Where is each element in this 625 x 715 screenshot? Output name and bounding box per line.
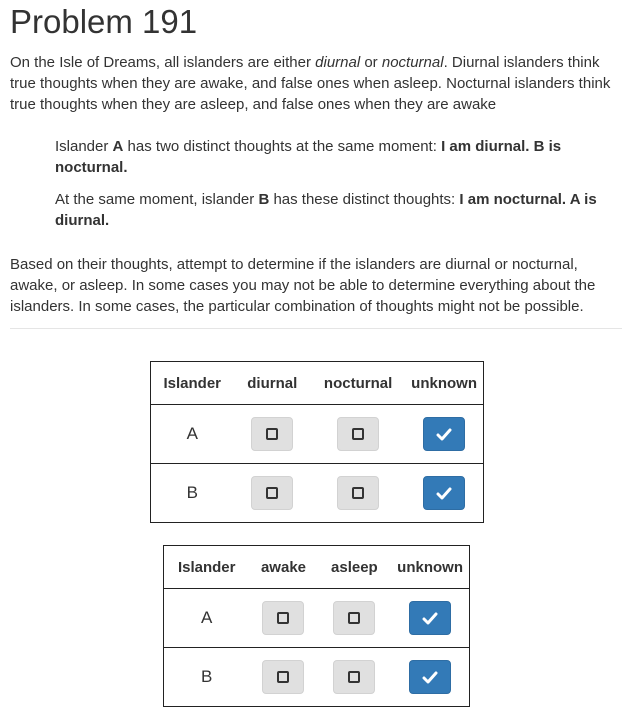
square-icon — [266, 428, 278, 440]
thought-b-claims: I am nocturnal. A is diurnal. — [55, 191, 597, 229]
intro-term-diurnal: diurnal — [315, 54, 361, 71]
square-icon — [277, 671, 289, 683]
thought-a — [55, 136, 615, 178]
state-cell-awake — [249, 648, 317, 707]
square-icon — [266, 487, 278, 499]
state-unknown-button-a[interactable] — [409, 601, 451, 635]
intro-text-1: On the Isle of Dreams, all islanders are either — [10, 54, 316, 71]
check-icon — [422, 612, 438, 625]
state-awake-button-a[interactable] — [262, 601, 304, 635]
state-header-asleep: asleep — [318, 546, 392, 589]
state-cell-asleep — [318, 589, 392, 648]
type-cell-nocturnal — [311, 405, 405, 464]
thought-b — [55, 189, 615, 231]
islander-label: A — [164, 589, 250, 648]
state-asleep-button-a[interactable] — [333, 601, 375, 635]
type-cell-unknown — [405, 464, 483, 523]
state-unknown-button-b[interactable] — [409, 660, 451, 694]
type-nocturnal-button-a[interactable] — [337, 417, 379, 451]
type-diurnal-button-a[interactable] — [251, 417, 293, 451]
thought-a-claims: I am diurnal. B is nocturnal. — [55, 138, 562, 176]
square-icon — [348, 612, 360, 624]
state-cell-unknown — [391, 589, 469, 648]
type-header-nocturnal: nocturnal — [311, 362, 405, 405]
intro-text-3: . Diurnal islanders think true thoughts when they are awake, and false ones when asleep. Nocturnal islanders think true thoughts when they are asleep, and false ones when they are awake — [10, 54, 611, 113]
check-icon — [436, 428, 452, 441]
thought-a-mid: has two distinct thoughts at the same moment: — [123, 138, 442, 155]
type-unknown-button-b[interactable] — [423, 476, 465, 510]
type-row-b — [151, 464, 484, 523]
type-header-diurnal: diurnal — [234, 362, 311, 405]
square-icon — [352, 428, 364, 440]
state-cell-awake — [249, 589, 317, 648]
page-title: Problem 191 — [10, 3, 198, 40]
square-icon — [352, 487, 364, 499]
state-cell-unknown — [391, 648, 469, 707]
state-cell-asleep — [318, 648, 392, 707]
check-icon — [422, 671, 438, 684]
intro-paragraph — [10, 52, 615, 115]
intro-term-nocturnal: nocturnal — [381, 54, 444, 71]
check-icon — [436, 487, 452, 500]
state-awake-button-b[interactable] — [262, 660, 304, 694]
type-header-islander: Islander — [151, 362, 234, 405]
state-header-awake: awake — [249, 546, 317, 589]
state-row-b — [164, 648, 470, 707]
instructions-paragraph: Based on their thoughts, attempt to determine if the islanders are diurnal or nocturnal, awake, or asleep. In some cases you may not be able to determine everything about the islanders. In some cases, the particular combination of thoughts might not be possible. — [10, 256, 596, 315]
type-unknown-button-a[interactable] — [423, 417, 465, 451]
intro-text-2: or — [360, 54, 382, 71]
thought-a-pre: Islander — [55, 138, 113, 155]
divider — [10, 328, 622, 329]
type-cell-unknown — [405, 405, 483, 464]
state-asleep-button-b[interactable] — [333, 660, 375, 694]
state-header-islander: Islander — [164, 546, 250, 589]
type-diurnal-button-b[interactable] — [251, 476, 293, 510]
thought-b-pre: At the same moment, islander — [55, 191, 259, 208]
type-cell-diurnal — [234, 464, 311, 523]
state-header-unknown: unknown — [391, 546, 469, 589]
islander-label: B — [151, 464, 234, 523]
square-icon — [348, 671, 360, 683]
islander-label: A — [151, 405, 234, 464]
type-cell-nocturnal — [311, 464, 405, 523]
thought-a-name: A — [112, 138, 124, 155]
thought-b-mid: has these distinct thoughts: — [269, 191, 460, 208]
thought-b-name: B — [258, 191, 270, 208]
type-header-unknown: unknown — [405, 362, 483, 405]
type-nocturnal-button-b[interactable] — [337, 476, 379, 510]
type-row-a — [151, 405, 484, 464]
type-cell-diurnal — [234, 405, 311, 464]
type-table — [150, 361, 484, 523]
thoughts-block — [55, 136, 615, 242]
square-icon — [277, 612, 289, 624]
islander-label: B — [164, 648, 250, 707]
state-row-a — [164, 589, 470, 648]
state-table — [163, 545, 470, 707]
